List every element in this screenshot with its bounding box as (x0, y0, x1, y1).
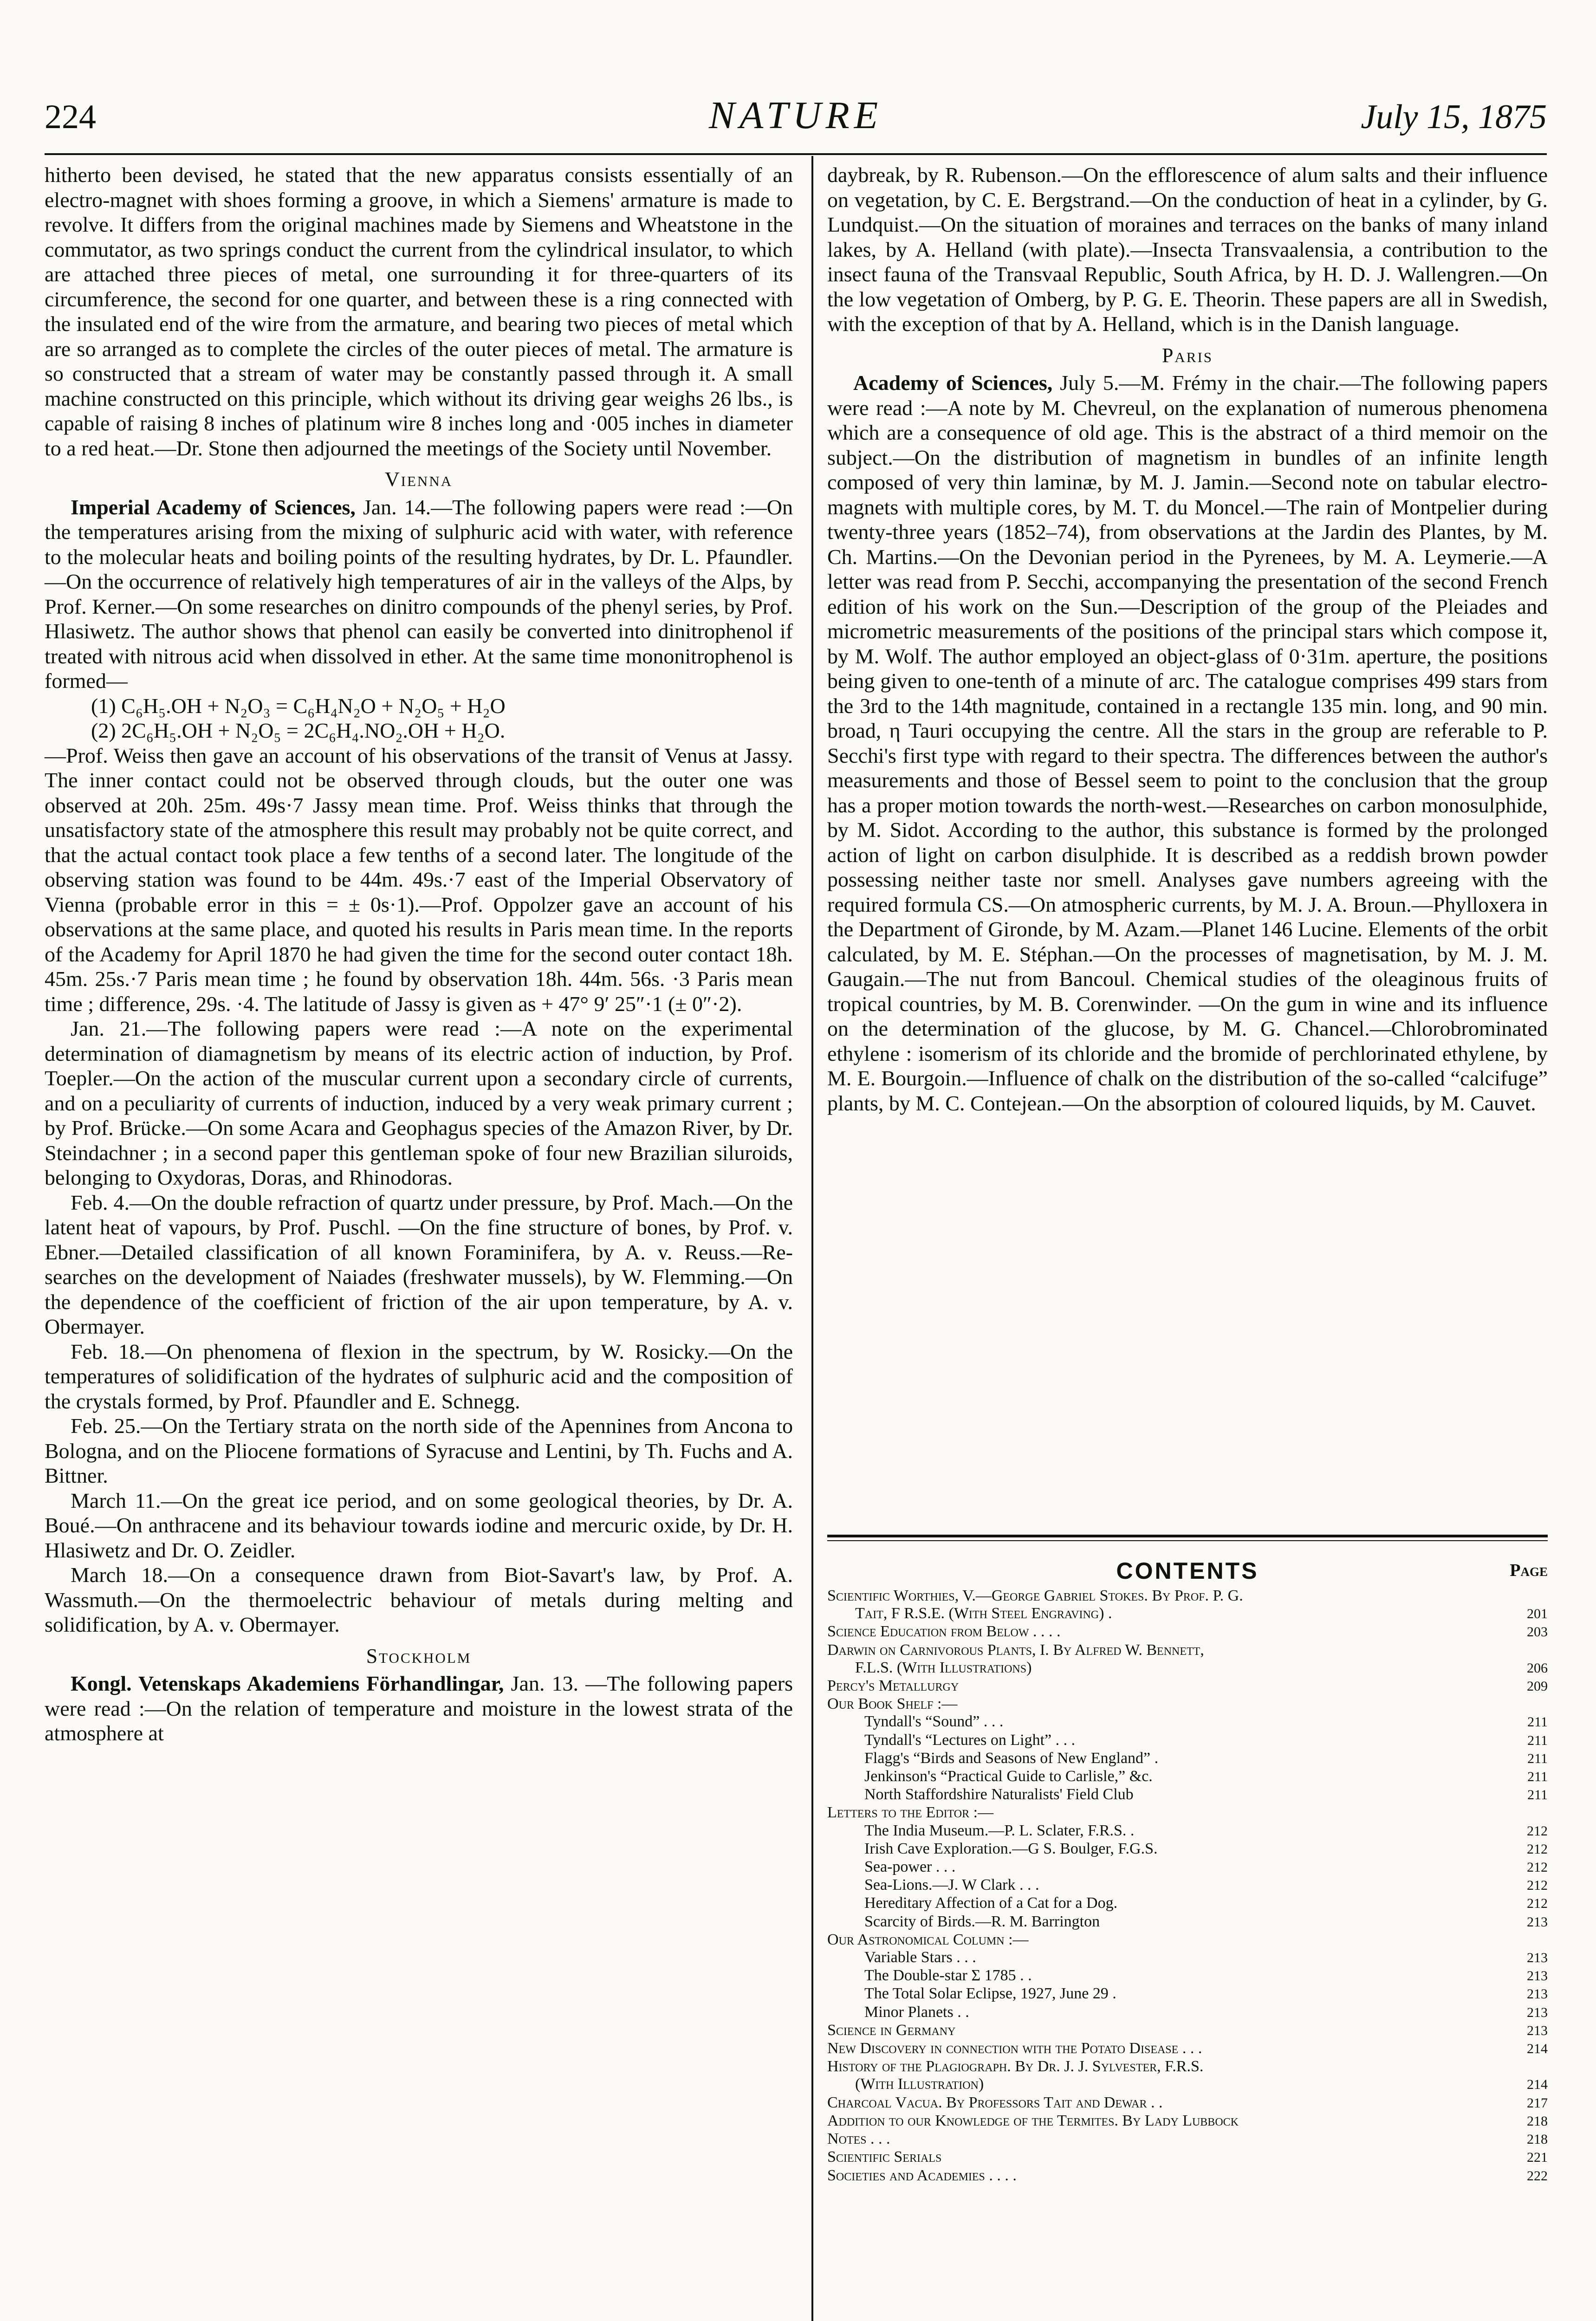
contents-entry (827, 2040, 1548, 2058)
society-name: Imperial Academy of Sciences, (71, 495, 356, 519)
contents-entry (827, 1641, 1548, 1659)
contents-entry-title: Hereditary Affection of a Cat for a Dog. (864, 1894, 1118, 1912)
contents-rule (827, 1535, 1548, 1537)
contents-entry-page: 213 (1527, 1986, 1548, 2002)
contents-entry-title: History of the Plagiograph. By Dr. J. J. Sylvester, F.R.S. (827, 2058, 1204, 2075)
contents-entry-page: 213 (1527, 1914, 1548, 1930)
contents-entry-page: 212 (1527, 1823, 1548, 1839)
contents-entry-page: 211 (1527, 1769, 1548, 1785)
contents-entry-title: The India Museum.—P. L. Sclater, F.R.S. . (864, 1822, 1135, 1839)
contents-entry-page: 218 (1527, 2113, 1548, 2129)
contents-entry (827, 1913, 1548, 1931)
contents-entry-page: 211 (1527, 1714, 1548, 1730)
contents-entry-title: (With Illustration) (855, 2075, 984, 2093)
contents-entry-title: Tyndall's “Sound” . . . (864, 1713, 1004, 1731)
paragraph-feb4: Feb. 4.—On the double refraction of quartz under pressure, by Prof. Mach.—On the latent heat of vapours, by Prof. Puschl. —On the fine structure of bones, by Prof. v. Ebner.—Detailed classification of all known Foraminifera, by A. v. Reuss.—Researches on the development of Naiades (freshwater mussels), by W. Flemming.—On the dependence of the coefficient of friction of the air upon temperature, by A. v. Obermayer. (45, 1190, 793, 1338)
contents-entry-page: 212 (1527, 1841, 1548, 1857)
contents-entry (827, 2022, 1548, 2040)
contents-entry (827, 1786, 1548, 1804)
contents-entry-page: 211 (1527, 1732, 1548, 1748)
contents-list (827, 1587, 1548, 2185)
paragraph-feb25: Feb. 25.—On the Tertiary strata on the north side of the Apennines from Ancona to Bologna, and on the Pliocene formations of Syracuse and Lentini, by Th. Fuchs and A. Bittner. (45, 1414, 793, 1487)
contents-entry (827, 2167, 1548, 2185)
contents-entry-page: 213 (1527, 2023, 1548, 2038)
contents-entry (827, 1587, 1548, 1605)
contents-title: CONTENTS (1116, 1558, 1259, 1584)
contents-entry (827, 1840, 1548, 1858)
paragraph-stockholm-continued: daybreak, by R. Rubenson.—On the efflorescence of alum salts and their influence on vegetation, by C. E. Bergstrand.—On the conduction of heat in a cylinder, by G. Lundquist.—On the situation of moraines and terraces on the banks of many inland lakes, by A. Helland (with plate).—Insecta Transvaalensia, a contribution to the insect fauna of the Transvaal Republic, South Africa, by H. D. J. Wallengren.—On the low vegetation of Omberg, by P. G. E. Theorin. These papers are all in Swedish, with the exception of that by A. Helland, which is in the Danish language. (827, 163, 1548, 336)
contents-entry-title: Tait, F R.S.E. (With Steel Engraving) . (855, 1605, 1112, 1622)
left-column (45, 162, 793, 1746)
contents-entry-title: Percy's Metallurgy (827, 1677, 959, 1695)
right-column (827, 162, 1548, 1115)
contents-entry-page: 212 (1527, 1896, 1548, 1912)
contents-entry (827, 1750, 1548, 1768)
contents-entry-title: Darwin on Carnivorous Plants, I. By Alfred W. Bennett, (827, 1641, 1204, 1659)
contents-entry-page: 218 (1527, 2132, 1548, 2147)
contents-entry (827, 1695, 1548, 1713)
contents-entry-page: 214 (1527, 2041, 1548, 2057)
society-name: Kongl. Vetenskaps Akademiens Förhandlingar, (71, 1672, 504, 1695)
contents-entry-title: Science Education from Below . . . . (827, 1623, 1061, 1640)
equation-1: (1) C₆H₅.OH + N₂O₃ = C₆H₄N₂O + N₂O₅ + H₂O (91, 694, 506, 718)
contents-entry-title: Jenkinson's “Practical Guide to Carlisle,” &c. (864, 1768, 1153, 1785)
contents-entry-page: 222 (1527, 2168, 1548, 2184)
contents-entry-title: Flagg's “Birds and Seasons of New England” . (864, 1749, 1159, 1767)
paragraph-vienna-transit: —Prof. Weiss then gave an account of his observations of the transit of Venus at Jassy. The inner contact could not be observed through clouds, but the outer one was observed at 20h. 25m. 49s·7 Jassy mean time. Prof. Weiss thinks that through the unsatisfactory state of the atmosphere this result may probably not be quite correct, and that the actual contact took place a few tenths of a second later. The longitude of the observing station was found to be 44m. 49s.·7 east of the Imperial Observatory of Vienna (probable error in this = ± 0s·1).—Prof. Oppolzer gave an account of his observations at the same place, and quoted his results in Paris mean time. In the reports of the Academy for April 1870 he had given the time for the second outer contact 18h. 45m. 25s.·7 Paris mean time ; he found by observation 18h. 44m. 56s. ·3 Paris mean time ; difference, 29s. ·4. The latitude of Jassy is given as + 47° 9′ 25″·1 (± 0″·2). (45, 743, 793, 1016)
contents-entry-title: Variable Stars . . . (864, 1949, 976, 1966)
contents-entry (827, 1605, 1548, 1623)
contents-entry (827, 2058, 1548, 2075)
contents-entry-title: F.L.S. (With Illustrations) (855, 1659, 1032, 1676)
contents-entry-page: 212 (1527, 1878, 1548, 1893)
contents-entry (827, 2130, 1548, 2148)
contents-entry-title: Scarcity of Birds.—R. M. Barrington (864, 1913, 1100, 1930)
contents-entry-page: 206 (1527, 1660, 1548, 1676)
contents-entry-page: 209 (1527, 1679, 1548, 1694)
contents-entry (827, 1623, 1548, 1641)
contents-entry-title: Science in Germany (827, 2021, 956, 2039)
contents-entry-page: 203 (1527, 1624, 1548, 1640)
paragraph-vienna-jan14: Imperial Academy of Sciences, Jan. 14.—The following papers were read :—On the temperatures arising from the mixing of sulphuric acid with water, with reference to the molecular heats and boiling points of the resulting hydrates, by Dr. L. Pfaundler.—On the occurrence of relatively high temperatures of air in the valleys of the Alps, by Prof. Kerner.—On some researches on dinitro compounds of the phenyl series, by Prof. Hlasiwetz. The author shows that phenol can easily be converted into dinitrophenol if treated with nitrous acid when dissolved in ether. At the same time mononitrophenol is formed— (45, 495, 793, 693)
contents-header (827, 1557, 1548, 1587)
contents-entry-title: The Total Solar Eclipse, 1927, June 29 . (864, 1985, 1116, 2003)
contents-entry-page: 213 (1527, 2004, 1548, 2020)
contents-entry-title: The Double-star Σ 1785 . . (864, 1967, 1032, 1984)
contents-entry (827, 1677, 1548, 1695)
contents-entry-title: Letters to the Editor :— (827, 1804, 994, 1822)
contents-entry-title: Addition to our Knowledge of the Termites. By Lady Lubbock (827, 2112, 1239, 2129)
section-heading-vienna: Vienna (384, 468, 453, 491)
contents-entry-page: 211 (1527, 1750, 1548, 1766)
contents-entry (827, 2003, 1548, 2022)
header-rule (45, 153, 1547, 155)
paragraph-continued: hitherto been devised, he stated that the new apparatus consists essentially of an electro-magnet with shoes forming a groove, in which a Siemens' armature is made to revolve. It differs from the original machines made by Siemens and Wheatstone in the commutator, as two springs conduct the current from the cylindrical insulator, to which are attached three pieces of metal, one surrounding it for three-quarters of its circumference, the second for one quarter, and between these is a ring connected with the insulated end of the wire from the armature, and bearing two pieces of metal which are so arranged as to complete the circles of the outer pieces of metal. The armature is so constructed that a stream of water may be constantly passed through it. A small machine constructed on this principle, which without its driving gear weighs 26 lbs., is capable of raising 8 inches of platinum wire 8 inches long and ·005 inches in diameter to a red heat.—Dr. Stone then adjourned the meetings of the Society until November. (45, 163, 793, 460)
section-heading-paris: Paris (1161, 344, 1213, 367)
contents-entry-page: 217 (1527, 2095, 1548, 2111)
contents-entry-title: Irish Cave Exploration.—G S. Boulger, F.G.S. (864, 1840, 1158, 1857)
contents-entry (827, 1967, 1548, 1985)
contents-entry-title: Notes . . . (827, 2130, 890, 2148)
contents-entry (827, 1949, 1548, 1967)
column-divider (811, 156, 813, 2321)
contents-entry (827, 1985, 1548, 2003)
issue-date: July 15, 1875 (1361, 98, 1547, 136)
contents-entry-title: Scientific Worthies, V.—George Gabriel Stokes. By Prof. P. G. (827, 1587, 1243, 1604)
contents-entry-page: 201 (1527, 1606, 1548, 1622)
contents-entry-page: 221 (1527, 2150, 1548, 2165)
paragraph-mar11: March 11.—On the great ice period, and on some geological theories, by Dr. A. Boué.—On anthracene and its behaviour towards iodine and mercuric oxide, by Dr. H. Hlasiwetz and Dr. O. Zeidler. (45, 1488, 793, 1562)
contents-entry-title: Our Astronomical Column :— (827, 1931, 1029, 1948)
contents-entry-title: Charcoal Vacua. By Professors Tait and Dewar . . (827, 2094, 1163, 2111)
contents-entry (827, 1931, 1548, 1949)
contents-entry (827, 1876, 1548, 1894)
contents-entry-page: 213 (1527, 1950, 1548, 1966)
contents-entry-title: Minor Planets . . (864, 2003, 969, 2021)
equation-2: (2) 2C₆H₅.OH + N₂O₅ = 2C₆H₄.NO₂.OH + H₂O. (91, 719, 506, 742)
contents-entry-title: Scientific Serials (827, 2148, 942, 2166)
contents-entry (827, 1894, 1548, 1913)
contents-entry (827, 1768, 1548, 1786)
contents-entry-page: 211 (1527, 1787, 1548, 1803)
contents-entry-title: Societies and Academies . . . . (827, 2166, 1017, 2184)
contents-entry (827, 2075, 1548, 2094)
contents-entry (827, 2112, 1548, 2130)
contents-table (827, 1557, 1548, 2185)
contents-page-label: Page (1510, 1561, 1548, 1580)
paragraph-paris: Academy of Sciences, July 5.—M. Frémy in the chair.—The following papers were read :—A note by M. Chevreul, on the explanation of numerous phenomena which are a consequence of old age. This is the abstract of a third memoir on the subject.—On the distribution of magnetism in bundles of an infinite length composed of very thin laminæ, by M. J. Jamin.—Second note on tabular electro-magnets with multiple cores, by M. T. du Moncel.—The rain of Montpelier during twenty-three years (1852–74), from observations at the Jardin des Plantes, by M. Ch. Martins.—On the Devonian period in the Pyrenees, by M. A. Leymerie.—A letter was read from P. Secchi, accompanying the presentation of the second French edition of his work on the Sun.—Description of the group of the Pleiades and micrometric measurements of the positions of the principal stars which compose it, by M. Wolf. The author employed an object-glass of 0·31m. aperture, the positions being given to one-tenth of a minute of arc. The catalogue comprises 499 stars from the 3rd to the 14th magnitude, contained in a rectangle 135 min. long, and 90 min. broad, η Tauri occupying the centre. All the stars in the group are referable to P. Secchi's first type with regard to their spectra. The differences between the author's measurements and those of Bessel seem to point to the conclusion that the group has a proper motion towards the north-west.—Researches on carbon monosulphide, by M. Sidot. According to the author, this substance is formed by the prolonged action of light on carbon disulphide. It is described as a reddish brown powder possessing neither taste nor smell. Analyses gave numbers agreeing with the required formula CS.—On atmospheric currents, by M. J. A. Broun.—Phylloxera in the Department of Gironde, by M. Azam.—Planet 146 Lucine. Elements of the orbit calculated, by M. E. Stéphan.—On the processes of magnetisation, by M. J. M. Gaugain.—The nut from Bancoul. Chemical studies of the oleaginous fruits of tropical countries, by M. B. Corenwinder. —On the gum in wine and its influence on the determination of the glucose, by M. G. Chancel.—Chlorobrominated ethylene : isomerism of its chloride and the bromide of perchlorinated ethylene, by M. E. Bourgoin.—Influence of chalk on the distribution of the so-called “calcifuge” plants, by M. C. Contejean.—On the absorption of coloured liquids, by M. Cauvet. (827, 371, 1548, 1115)
contents-entry (827, 2148, 1548, 2166)
contents-entry (827, 2094, 1548, 2112)
contents-entry (827, 1804, 1548, 1822)
contents-entry-page: 213 (1527, 1968, 1548, 1984)
contents-entry-page: 212 (1527, 1860, 1548, 1875)
paragraph-mar18: March 18.—On a consequence drawn from Biot-Savart's law, by Prof. A. Wassmuth.—On the thermoelectric behaviour of metals during melting and solidification, by A. v. Obermayer. (45, 1563, 793, 1636)
contents-entry-title: Sea-power . . . (864, 1858, 956, 1876)
page-number: 224 (45, 98, 96, 136)
contents-entry-title: North Staffordshire Naturalists' Field Club (864, 1786, 1134, 1803)
journal-title: NATURE (708, 94, 883, 137)
paragraph-jan21: Jan. 21.—The following papers were read :—A note on the experimental determination of diamagnetism by means of its electric action of induction, by Prof. Toepler.—On the action of the muscular current upon a secondary circle of currents, and on a peculiarity of currents of induction, induced by a very weak primary current ; by Prof. Brücke.—On some Acara and Geophagus species of the Amazon River, by Dr. Steindachner ; in a second paper this gentleman spoke of four new Brazilian siluroids, belonging to Oxydoras, Doras, and Rhinodoras. (45, 1017, 793, 1189)
contents-entry (827, 1822, 1548, 1840)
contents-entry-title: Sea-Lions.—J. W Clark . . . (864, 1876, 1039, 1894)
paragraph-feb18: Feb. 18.—On phenomena of flexion in the spectrum, by W. Rosicky.—On the temperatures of solidification of the hydrates of sulphuric acid and the composition of the crystals formed, by Prof. Pfaundler and E. Schnegg. (45, 1339, 793, 1413)
section-heading-stockholm: Stockholm (366, 1644, 472, 1667)
contents-entry-page: 214 (1527, 2077, 1548, 2093)
contents-entry (827, 1731, 1548, 1750)
contents-entry-title: New Discovery in connection with the Potato Disease . . . (827, 2040, 1202, 2057)
contents-rule-thin (827, 1540, 1548, 1541)
paragraph-stockholm: Kongl. Vetenskaps Akademiens Förhandlingar, Jan. 13. —The following papers were read :—On the relation of temperature and moisture in the lowest strata of the atmosphere at (45, 1672, 793, 1745)
contents-entry (827, 1659, 1548, 1677)
contents-entry (827, 1713, 1548, 1731)
society-name: Academy of Sciences, (853, 371, 1053, 395)
contents-entry (827, 1858, 1548, 1876)
contents-entry-title: Our Book Shelf :— (827, 1695, 958, 1713)
page-header (45, 93, 1547, 149)
contents-entry-title: Tyndall's “Lectures on Light” . . . (864, 1731, 1076, 1749)
